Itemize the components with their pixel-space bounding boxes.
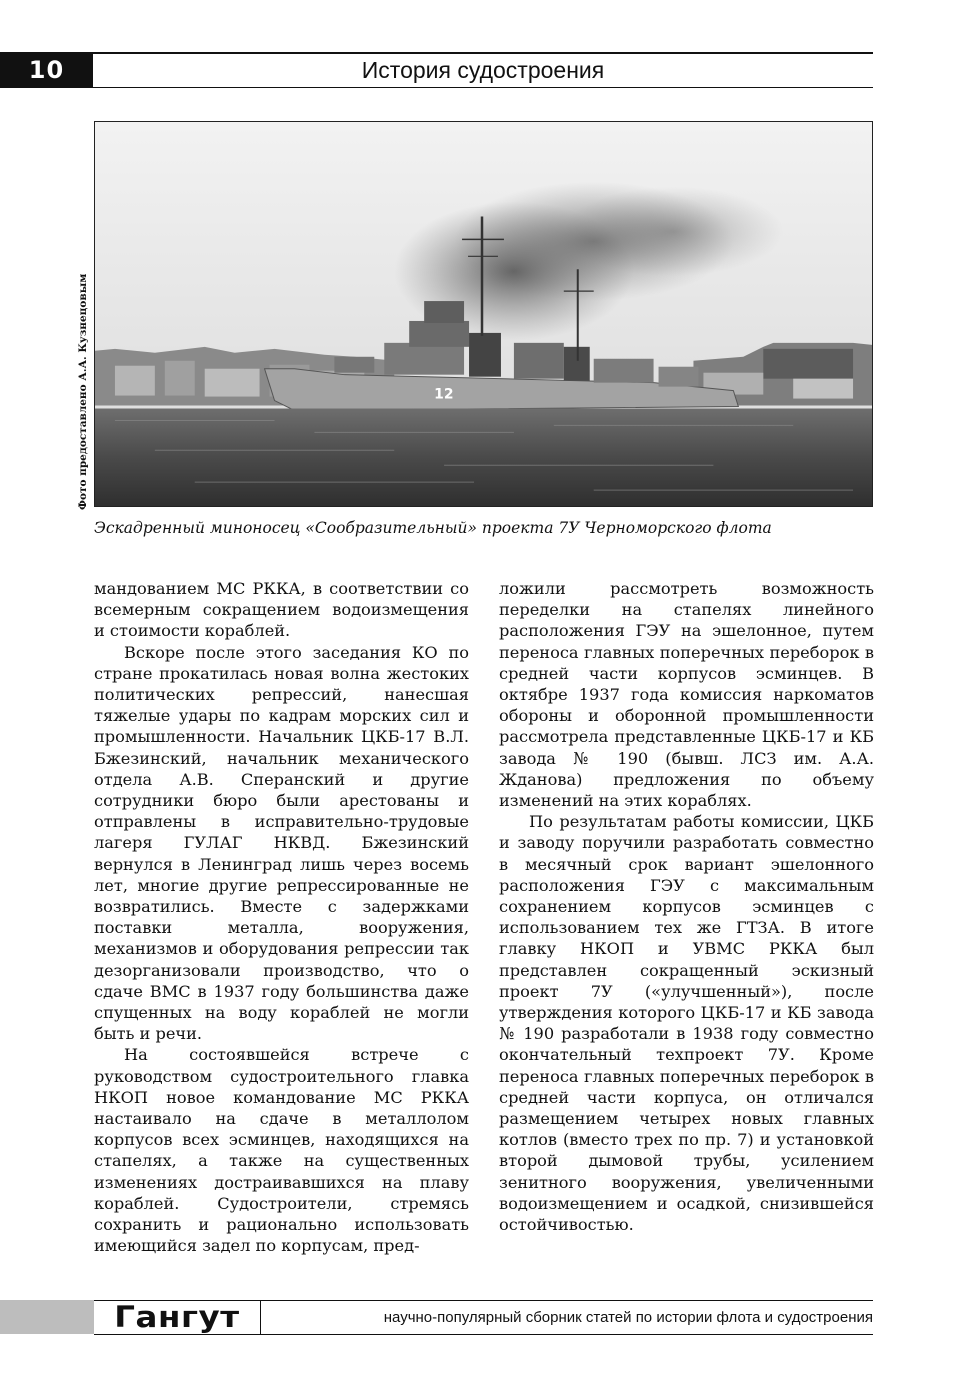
photo-caption: Эскадренный миноносец «Сообразительный» проекта 7У Черноморского флота [94,519,772,537]
gangut-logo: Гангут [114,1300,240,1334]
footer-gray-block [0,1300,94,1334]
paragraph: По результатам работы комиссии, ЦКБ и заводу поручили разработать совместно в месячный срок вариант эшелонного расположения ГЭУ с максимальным сохранением корпусов эсминцев с использованием тех же ГТЗА. В итоге главку НКОП и УВМС РККА был представлен сокращенный эскизный проект 7У («улучшенный»), после утверждения которого ЦКБ-17 и КБ завода № 190 разработали в 1938 году совместно окончательный техпроект 7У. Кроме переноса главных поперечных переборок в средней части корпуса, он отличался размещением четырех новых главных котлов (вместо трех по пр. 7) и установкой второй дымовой трубы, усилением зенитного вооружения, увеличенными водоизмещением и осадкой, снизившейся остойчивостью. [499,812,874,1235]
left-column [94,578,469,1257]
running-title: История судостроения [361,56,605,83]
paragraph: На состоявшейся встрече с руководством судостроительного главка НКОП новое командование МС РККА настаивало на сдаче в металлолом корпусов всех эсминцев, находящихся на стапелях, а также на существенных изменениях достраивавшихся на плаву кораблей. Судостроители, стремясь сохранить и рационально использовать имеющийся задел по корпусам, пред- [94,1045,469,1256]
destroyer-photo [94,121,873,507]
paragraph: Вскоре после этого заседания КО по стране прокатилась новая волна жестоких политических репрессий, нанесшая тяжелые удары по кадрам морских сил и промышленности. Начальник ЦКБ-17 В.Л. Бжезинский, начальник механического отдела А.В. Сперанский и другие сотрудники бюро были арестованы и отправлены в исправительно-трудовые лагеря ГУЛАГ НКВД. Бжезинский вернулся в Ленинград лишь через восемь лет, многие другие репрессированные не возвратились. Вместе с задержками поставки металла, вооружения, механизмов и оборудования репрессии так дезорганизовали производство, что о сдаче ВМС в 1937 году большинства даже спущенных на воду кораблей не могли быть и речи. [94,642,469,1044]
right-column [499,578,874,1235]
hull-number: 12 [434,386,454,403]
water [95,409,872,506]
photo-credit: Фото предоставлено А.А. Кузнецовым [77,273,89,510]
footer-tagline: научно-популярный сборник статей по истории флота и судостроения [383,1308,873,1326]
bridge [384,343,464,375]
paragraph: мандованием МС РККА, в соответствии со всемерным сокращением водоизмещения и стоимости кораблей. [94,579,469,641]
page-number: 10 [0,52,93,88]
header-rule-bottom [93,87,873,88]
photo-illustration [95,122,872,506]
footer-rule-bottom [94,1334,873,1335]
footer-divider [260,1300,261,1334]
funnel-1 [469,333,501,377]
gun-turret-fore [334,357,374,373]
paragraph: ложили рассмотреть возможность переделки на стапелях линейного расположения ГЭУ на эшелонное, путем переноса главных поперечных переборок в средней части корпусов эсминцев. В октябре 1937 года комиссия наркоматов обороны и оборонной промышленности рассмотрела представленные ЦКБ-17 и КБ завода № 190 (бывш. ЛСЗ им. А.А. Жданова) предложения по объему изменений на этих кораблях. [499,579,874,811]
